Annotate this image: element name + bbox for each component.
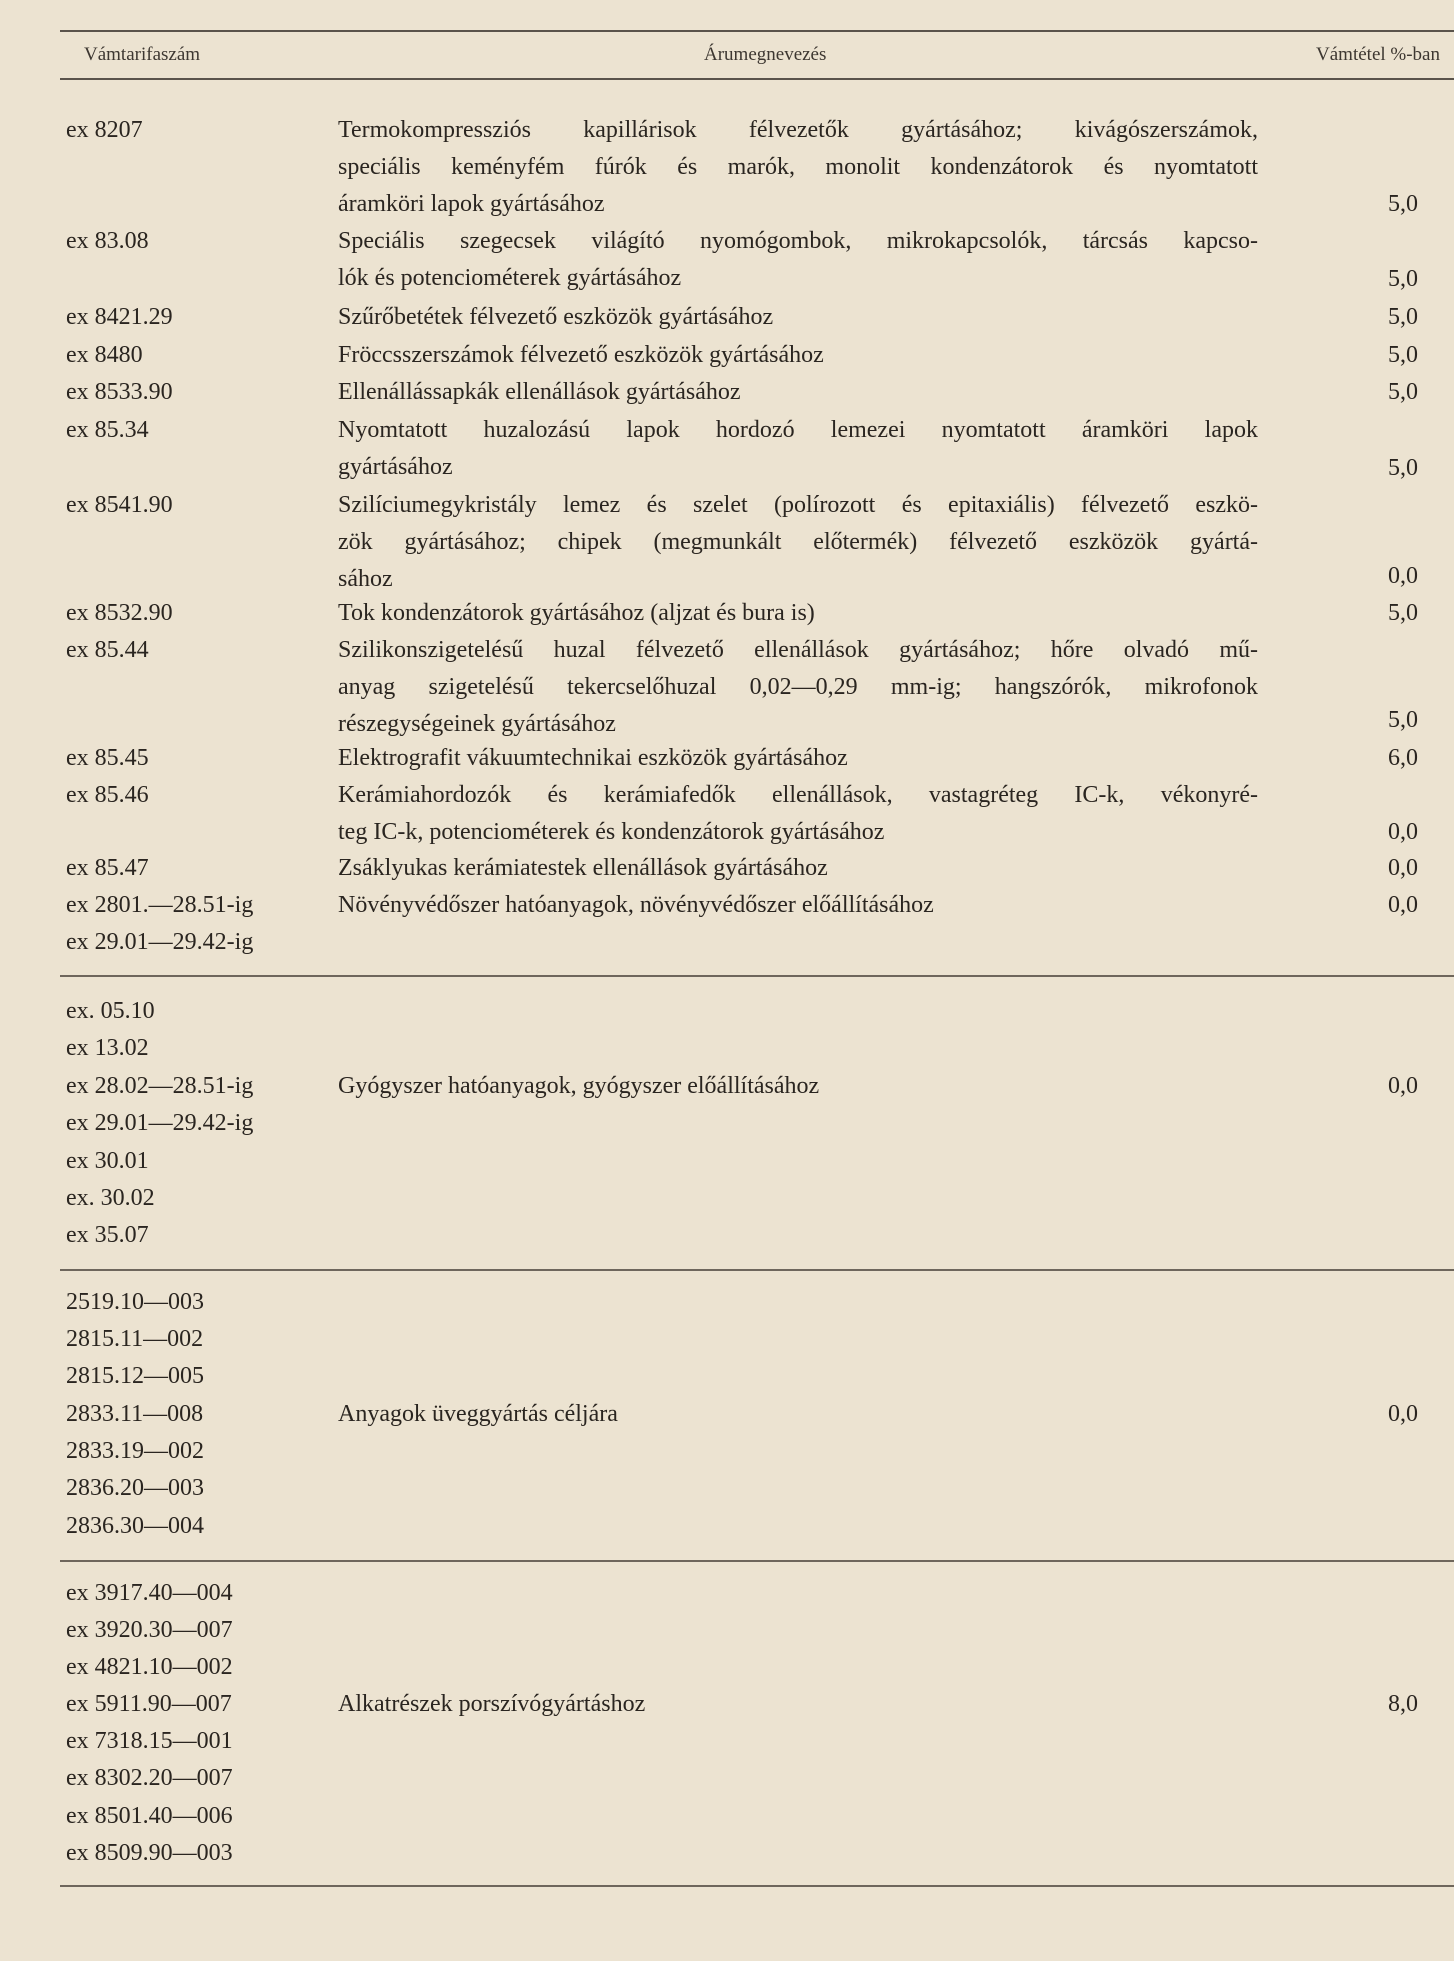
- section-divider: [60, 1560, 1454, 1562]
- row-code: ex 2801.—28.51-ig: [66, 892, 254, 918]
- desc-line: sához: [338, 566, 393, 592]
- row-rate: 6,0: [1388, 745, 1418, 771]
- row-description: Fröccsszerszámok félvezető eszközök gyártásához: [338, 342, 824, 368]
- group-description: Gyógyszer hatóanyagok, gyógyszer előállításához: [338, 1073, 820, 1099]
- row-code: ex 8480: [66, 342, 143, 368]
- group-code: ex 28.02—28.51-ig: [66, 1073, 254, 1099]
- group-code: 2815.12—005: [66, 1363, 204, 1389]
- section-divider: [60, 1269, 1454, 1271]
- group-code: ex 8302.20—007: [66, 1765, 233, 1791]
- row-description: [338, 777, 1258, 851]
- row-rate: 5,0: [1388, 707, 1418, 733]
- desc-line: Szilíciumegykristály lemez és szelet (polírozott és epitaxiális) félvezető eszkö-: [338, 492, 1258, 518]
- desc-line: részegységeinek gyártásához: [338, 711, 616, 737]
- row-rate: 5,0: [1388, 342, 1418, 368]
- group-description: Alkatrészek porszívógyártáshoz: [338, 1691, 646, 1717]
- row-code: ex 85.34: [66, 417, 149, 443]
- group-code: 2833.11—008: [66, 1401, 204, 1427]
- group-code: ex. 30.02: [66, 1185, 155, 1211]
- desc-line: Kerámiahordozók és kerámiafedők ellenállások, vastagréteg IC-k, vékonyré-: [338, 782, 1258, 808]
- group-description: Anyagok üveggyártás céljára: [338, 1401, 618, 1427]
- group-rate: 0,0: [1388, 1401, 1418, 1427]
- row-code: ex 8533.90: [66, 379, 173, 405]
- desc-line: áramköri lapok gyártásához: [338, 191, 605, 217]
- row-rate: 0,0: [1388, 563, 1418, 589]
- desc-line: speciális keményfém fúrók és marók, monolit kondenzátorok és nyomtatott: [338, 154, 1258, 180]
- group-code: ex 3917.40—004: [66, 1580, 233, 1606]
- desc-line: Termokompressziós kapillárisok félvezetők gyártásához; kivágószerszámok,: [338, 117, 1258, 143]
- row-description: Ellenállássapkák ellenállások gyártásához: [338, 379, 741, 405]
- group-code: ex 3920.30—007: [66, 1617, 233, 1643]
- desc-line: lók és potenciométerek gyártásához: [338, 265, 682, 291]
- row-code: ex 8207: [66, 117, 143, 143]
- group-code: ex 4821.10—002: [66, 1654, 233, 1680]
- group-code: ex 30.01: [66, 1148, 149, 1174]
- row-description: [338, 223, 1258, 297]
- row-rate: 0,0: [1388, 892, 1418, 918]
- row-description: [338, 412, 1258, 486]
- header-code: Vámtarifaszám: [84, 44, 201, 65]
- row-code: ex 8541.90: [66, 492, 173, 518]
- row-description: Tok kondenzátorok gyártásához (aljzat és bura is): [338, 600, 815, 626]
- row-description: [338, 487, 1258, 598]
- row-code: ex 85.46: [66, 782, 149, 808]
- desc-line: teg IC-k, potenciométerek és kondenzátorok gyártásához: [338, 819, 885, 845]
- group-code: 2836.30—004: [66, 1513, 204, 1539]
- group-code: ex 13.02: [66, 1035, 149, 1061]
- group-rate: 8,0: [1388, 1691, 1418, 1717]
- group-rate: 0,0: [1388, 1073, 1418, 1099]
- row-description: [338, 632, 1258, 743]
- section-divider: [60, 975, 1454, 977]
- row-description: [338, 112, 1258, 223]
- header-description: Árumegnevezés: [704, 44, 827, 65]
- row-rate: 5,0: [1388, 266, 1418, 292]
- row-code: ex 8532.90: [66, 600, 173, 626]
- section-divider: [60, 1885, 1454, 1887]
- table-header: [60, 30, 1454, 80]
- desc-line: zök gyártásához; chipek (megmunkált előtermék) félvezető eszközök gyártá-: [338, 529, 1258, 555]
- row-code: ex 29.01—29.42-ig: [66, 929, 254, 955]
- row-rate: 5,0: [1388, 600, 1418, 626]
- row-description: Növényvédőszer hatóanyagok, növényvédőszer előállításához: [338, 892, 934, 918]
- desc-line: Speciális szegecsek világító nyomógombok, mikrokapcsolók, tárcsás kapcso-: [338, 228, 1258, 254]
- group-code: 2519.10—003: [66, 1289, 204, 1315]
- desc-line: Nyomtatott huzalozású lapok hordozó lemezei nyomtatott áramköri lapok: [338, 417, 1258, 443]
- desc-line: anyag szigetelésű tekercselőhuzal 0,02—0,29 mm-ig; hangszórók, mikrofonok: [338, 674, 1258, 700]
- row-description: Zsáklyukas kerámiatestek ellenállások gyártásához: [338, 855, 828, 881]
- group-code: ex 8509.90—003: [66, 1840, 233, 1866]
- group-code: ex 29.01—29.42-ig: [66, 1110, 254, 1136]
- group-code: ex. 05.10: [66, 998, 155, 1024]
- header-rate: Vámtétel %-ban: [1316, 44, 1440, 65]
- row-rate: 5,0: [1388, 455, 1418, 481]
- row-code: ex 85.47: [66, 855, 149, 881]
- row-description: Elektrografit vákuumtechnikai eszközök gyártásához: [338, 745, 848, 771]
- group-code: 2836.20—003: [66, 1475, 204, 1501]
- row-rate: 5,0: [1388, 379, 1418, 405]
- desc-line: Szilikonszigetelésű huzal félvezető ellenállások gyártásához; hőre olvadó mű-: [338, 637, 1258, 663]
- group-code: 2815.11—002: [66, 1326, 204, 1352]
- desc-line: gyártásához: [338, 454, 453, 480]
- row-code: ex 85.44: [66, 637, 149, 663]
- group-code: ex 8501.40—006: [66, 1803, 233, 1829]
- row-description: Szűrőbetétek félvezető eszközök gyártásához: [338, 304, 774, 330]
- row-code: ex 85.45: [66, 745, 149, 771]
- row-rate: 0,0: [1388, 855, 1418, 881]
- group-code: ex 35.07: [66, 1222, 149, 1248]
- row-code: ex 83.08: [66, 228, 149, 254]
- row-rate: 5,0: [1388, 304, 1418, 330]
- row-rate: 5,0: [1388, 191, 1418, 217]
- group-code: 2833.19—002: [66, 1438, 204, 1464]
- group-code: ex 5911.90—007: [66, 1691, 232, 1717]
- row-rate: 0,0: [1388, 819, 1418, 845]
- row-code: ex 8421.29: [66, 304, 173, 330]
- group-code: ex 7318.15—001: [66, 1728, 233, 1754]
